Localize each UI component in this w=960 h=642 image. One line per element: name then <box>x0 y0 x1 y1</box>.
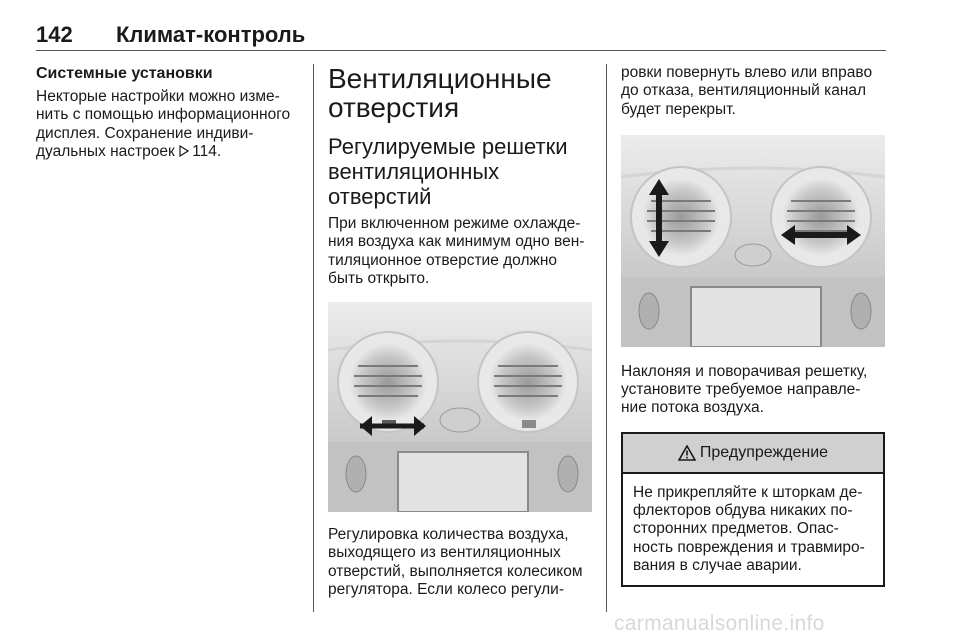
subheading-adjustable-vents: Регулируемые решетки вентиляционных отверстий <box>328 134 568 209</box>
vent-tilt-swivel-illustration <box>621 135 885 347</box>
warning-header <box>623 434 883 474</box>
vent-thumbwheel-illustration <box>328 302 592 512</box>
system-settings-body: Некторые настройки можно изме‐ нить с помощью информационного дисплея. Сохранение индиви‐ дуальных настроек <box>36 88 291 160</box>
warning-text: Не прикрепляйте к шторкам де‐ флекторов обдува никаких по‐ сторонних предметов. Опас‐ ность повреждения и травмиро‐ вания в случае аварии. <box>633 483 865 574</box>
system-settings-text <box>36 88 298 161</box>
warning-box <box>621 432 885 587</box>
continuation-paragraph: ровки повернуть влево или вправо до отказа, вентиляционный канал будет перекрыт. <box>621 64 873 118</box>
page-number: 142 <box>36 22 73 47</box>
intro-paragraph: При включенном режиме охлажде‐ ния воздуха как минимум одно вен‐ тиляционное отверстие должно быть открыто. <box>328 215 585 287</box>
section-title-system-settings: Системные установки <box>36 65 213 82</box>
watermark: carmanualsonline.info <box>614 612 825 635</box>
column-middle <box>328 64 592 599</box>
chapter-title: Климат-контроль <box>116 22 306 47</box>
warning-title: Предупреждение <box>699 443 829 461</box>
header-rule <box>36 50 886 51</box>
page-header <box>36 22 886 52</box>
column-divider-2 <box>606 64 607 612</box>
reference-page-link[interactable]: 114. <box>192 142 222 160</box>
tilt-swivel-paragraph: Наклоняя и поворачивая решетку, установите требуемое направле‐ ние потока воздуха. <box>621 362 868 417</box>
page-reference-icon <box>179 145 189 157</box>
heading-air-vents: Вентиляционные отверстия <box>328 63 552 123</box>
warning-triangle-icon <box>678 445 696 461</box>
column-divider-1 <box>313 64 314 612</box>
thumbwheel-caption: Регулировка количества воздуха, выходящего из вентиляционных отверстий, выполняется колесиком регулятора. Если колесо регули‐ <box>328 526 583 599</box>
column-left <box>36 64 298 161</box>
column-right <box>621 64 885 587</box>
